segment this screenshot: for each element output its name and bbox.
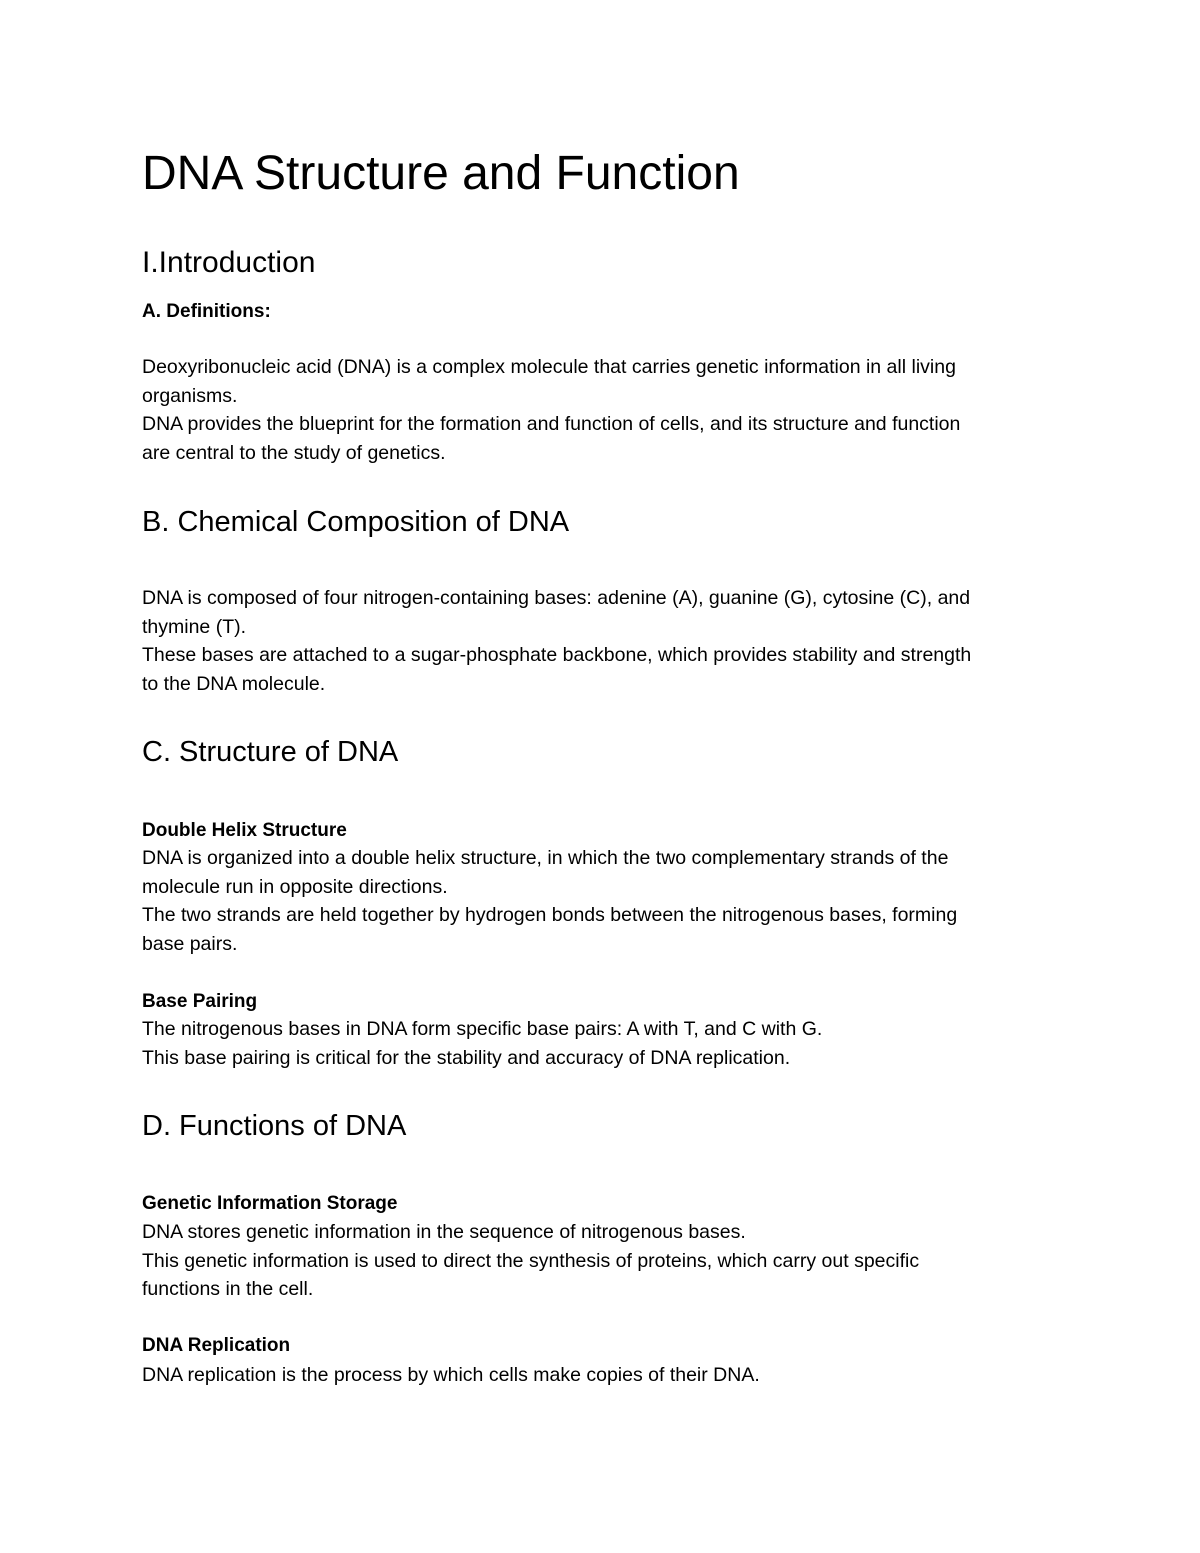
definitions-label: A. Definitions: — [142, 301, 271, 322]
text-line: are central to the study of genetics. — [142, 441, 446, 464]
introduction-paragraph — [142, 353, 1072, 467]
section-heading-introduction: I.Introduction — [142, 246, 316, 279]
text-line: Deoxyribonucleic acid (DNA) is a complex molecule that carries genetic information in all living — [142, 356, 956, 378]
text-line: The two strands are held together by hydrogen bonds between the nitrogenous bases, forming — [142, 904, 958, 926]
section-heading-structure: C. Structure of DNA — [142, 736, 399, 768]
dna-replication-paragraph — [142, 1361, 1072, 1390]
text-line: DNA provides the blueprint for the formation and function of cells, and its structure and function — [142, 413, 961, 435]
genetic-storage-paragraph — [142, 1218, 1072, 1304]
section-heading-functions: D. Functions of DNA — [142, 1110, 407, 1142]
text-line: The nitrogenous bases in DNA form specific base pairs: A with T, and C with G. — [142, 1018, 823, 1040]
section-heading-chemical-composition: B. Chemical Composition of DNA — [142, 506, 570, 538]
text-line: DNA is composed of four nitrogen-containing bases: adenine (A), guanine (G), cytosine (C), and — [142, 587, 971, 609]
subheading-base-pairing: Base Pairing — [142, 991, 258, 1012]
text-line: molecule run in opposite directions. — [142, 875, 448, 898]
document-title: DNA Structure and Function — [142, 147, 740, 200]
subheading-dna-replication: DNA Replication — [142, 1335, 291, 1356]
text-line: This base pairing is critical for the stability and accuracy of DNA replication. — [142, 1046, 791, 1069]
text-line: functions in the cell. — [142, 1278, 314, 1300]
text-line: DNA stores genetic information in the sequence of nitrogenous bases. — [142, 1221, 746, 1243]
text-line: DNA replication is the process by which cells make copies of their DNA. — [142, 1364, 760, 1386]
text-line: These bases are attached to a sugar-phosphate backbone, which provides stability and strength — [142, 644, 972, 666]
text-line: to the DNA molecule. — [142, 672, 326, 695]
text-line: This genetic information is used to direct the synthesis of proteins, which carry out specific — [142, 1249, 920, 1272]
text-line: base pairs. — [142, 932, 238, 955]
text-line: thymine (T). — [142, 615, 247, 638]
subheading-double-helix: Double Helix Structure — [142, 820, 347, 841]
text-line: DNA is organized into a double helix structure, in which the two complementary strands of the — [142, 847, 949, 869]
subheading-genetic-storage: Genetic Information Storage — [142, 1193, 398, 1214]
double-helix-paragraph — [142, 844, 1072, 958]
chemical-composition-paragraph — [142, 584, 1072, 698]
base-pairing-paragraph — [142, 1015, 1072, 1072]
text-line: organisms. — [142, 384, 238, 407]
